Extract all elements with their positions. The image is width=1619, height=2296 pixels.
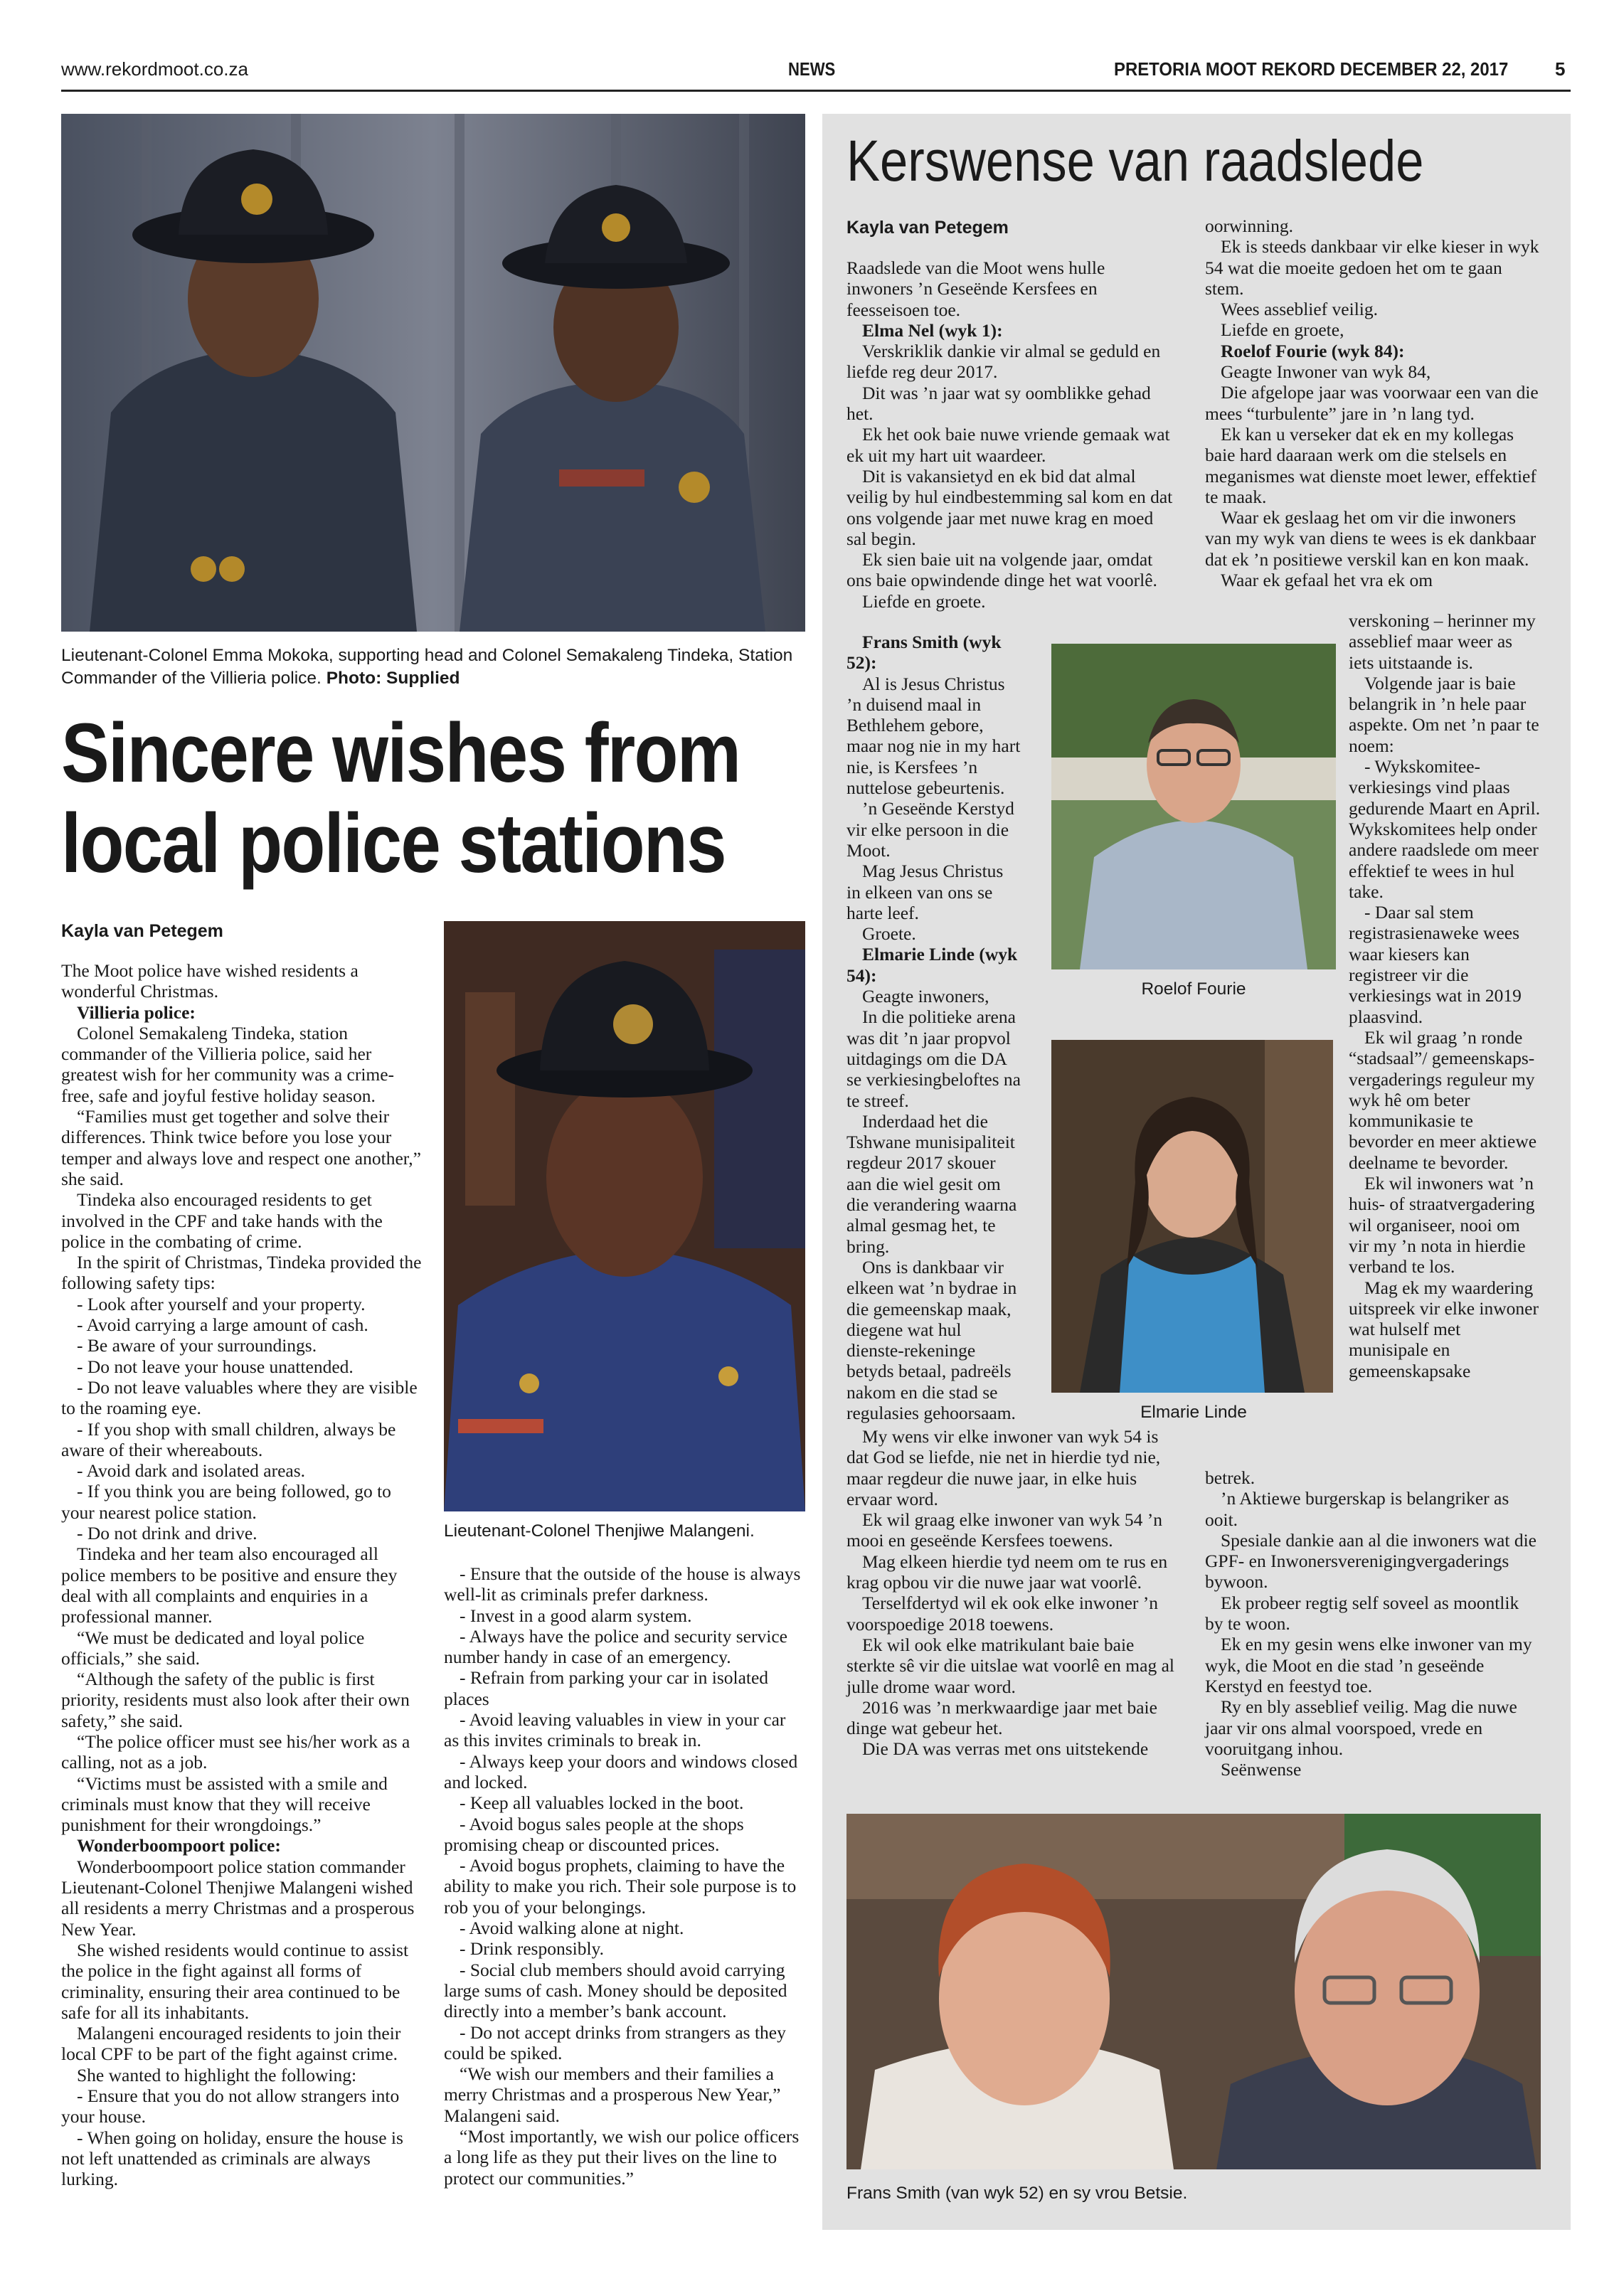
paragraph: Al is Jesus Christus ’n duisend maal in Bethlehem gebore, maar nog nie in my hart nie, is Kersfees ’n nuttelose gebeurtenis. — [846, 673, 1021, 799]
paragraph: - When going on holiday, ensure the house is not left unattended as criminals are always lurking. — [61, 2127, 403, 2190]
paragraph: Volgende jaar is baie belangrik in ’n hele paar aspekte. Om net ’n paar te noem: — [1349, 672, 1539, 756]
paragraph: Ek wil inwoners wat ’n huis- of straatvergadering wil organiseer, nooi om vir my ’n nota in hierdie verband te los. — [1349, 1173, 1535, 1277]
paragraph: “We must be dedicated and loyal police officials,” she said. — [61, 1627, 365, 1669]
paragraph: “The police officer must see his/her work as a calling, not as a job. — [61, 1731, 410, 1773]
paragraph: - Do not leave valuables where they are visible to the roaming eye. — [61, 1376, 418, 1419]
paragraph: “Although the safety of the public is first priority, residents must also look after their own safety,” she said. — [61, 1669, 410, 1731]
right-column-2-top — [1205, 216, 1541, 590]
left-article-column-2 — [444, 1563, 805, 2189]
paragraph: - Ensure that the outside of the house is always well-lit as criminals prefer darkness. — [444, 1563, 801, 1605]
paragraph: - Wykskomitee-verkiesings vind plaas gedurende Maart en April. Wykskomitees help onder andere raadslede om meer effektief te wees in hul take. — [1349, 756, 1541, 902]
subheading: Villieria police: — [77, 1001, 196, 1023]
page-number: 5 — [1555, 58, 1566, 80]
paragraph: oorwinning. — [1205, 216, 1293, 236]
right-column-2-narrow — [1349, 610, 1541, 1381]
paragraph: Ry en bly asseblief veilig. Mag die nuwe jaar vir ons almal voorspoed, vrede en vooruitgang inhou. — [1205, 1696, 1517, 1759]
paragraph: Ek wil ook elke matrikulant baie baie sterkte sê vir die uitslae wat voorlê en mag al julle drome waar word. — [846, 1634, 1174, 1697]
paragraph: - If you shop with small children, always be aware of their whereabouts. — [61, 1418, 396, 1460]
mid-photo-caption: Lieutenant-Colonel Thenjiwe Malangeni. — [444, 1521, 755, 1541]
paragraph: “Victims must be assisted with a smile and criminals must know that they will receive punishment for their wrongdoings.” — [61, 1773, 388, 1836]
paragraph: - Do not drink and drive. — [77, 1523, 258, 1544]
paragraph: - Look after yourself and your property. — [77, 1293, 366, 1314]
section-label: NEWS — [788, 58, 836, 80]
paragraph: Ek sien baie uit na volgende jaar, omdat ons baie opwindende dinge het wat voorlê. — [846, 549, 1157, 591]
left-byline: Kayla van Petegem — [61, 921, 223, 941]
site-url: www.rekordmoot.co.za — [61, 58, 248, 80]
paragraph: Seënwense — [1221, 1759, 1302, 1780]
paragraph: Mag elkeen hierdie tyd neem om te rus en krag opbou vir die nuwe jaar wat voorlê. — [846, 1551, 1168, 1593]
paragraph: - Avoid leaving valuables in view in your car as this invites criminals to break in. — [444, 1709, 786, 1751]
paragraph: Geagte Inwoner van wyk 84, — [1221, 361, 1431, 383]
right-column-1-bottom — [846, 1426, 1175, 1760]
paragraph: Colonel Semakaleng Tindeka, station commander of the Villieria police, said her greatest wish for her community was a crime-free, safe and joyful festive holiday season. — [61, 1022, 395, 1106]
subheading: Wonderboompoort police: — [77, 1835, 281, 1856]
paragraph: betrek. — [1205, 1467, 1256, 1488]
top-photo-caption-text: Lieutenant-Colonel Emma Mokoka, supporting head and Colonel Semakaleng Tindeka, Station Commander of the Villieria police. — [61, 646, 793, 688]
subheading: Elmarie Linde (wyk 54): — [846, 944, 1018, 986]
paragraph: - Always keep your doors and windows closed and locked. — [444, 1750, 798, 1792]
paragraph: Liefde en groete. — [862, 590, 986, 612]
paragraph: Inderdaad het die Tshwane munisipaliteit regdeur 2017 skouer aan die wiel gesit om die verandering waarna almal gesmag het, te bring. — [846, 1110, 1017, 1257]
paragraph: Dit is vakansietyd en ek bid dat almal veilig by hul eindbestemming sal kom en dat ons volgende jaar met nuwe krag en moed sal begin. — [846, 465, 1173, 549]
paragraph: - Social club members should avoid carrying large sums of cash. Money should be deposited directly into a member’s bank account. — [444, 1959, 787, 2022]
roelof-fourie-photo — [1051, 644, 1336, 969]
paragraph: Tindeka also encouraged residents to get involved in the CPF and take hands with the police in the combating of crime. — [61, 1189, 383, 1252]
paragraph: - Ensure that you do not allow strangers into your house. — [61, 2085, 400, 2127]
paragraph: Wonderboompoort police station commander Lieutenant-Colonel Thenjiwe Malangeni wished all residents a merry Christmas and a prosperous New Year. — [61, 1856, 415, 1940]
paragraph: - Daar sal stem registrasienaweke wees waar kiesers kan registreer vir die verkiesings wat in 2019 plaasvind. — [1349, 902, 1522, 1027]
paragraph: The Moot police have wished residents a wonderful Christmas. — [61, 960, 359, 1002]
subheading: Frans Smith (wyk 52): — [846, 632, 1002, 674]
malangeni-photo — [444, 921, 805, 1511]
paragraph: Ek kan u verseker dat ek en my kollegas baie hard daaraan werk om die stelsels en meganismes wat dienste moet lewer, effektief te maak. — [1205, 423, 1536, 507]
paragraph: Geagte inwoners, — [862, 986, 989, 1007]
paragraph: Mag ek my waardering uitspreek vir elke inwoner wat hulself met munisipale en gemeenskapsake — [1349, 1277, 1539, 1381]
issue-line: PRETORIA MOOT REKORD DECEMBER 22, 2017 — [1114, 58, 1509, 80]
paragraph: In the spirit of Christmas, Tindeka provided the following safety tips: — [61, 1252, 422, 1294]
paragraph: Die DA was verras met ons uitstekende — [862, 1738, 1149, 1760]
subheading: Elma Nel (wyk 1): — [862, 319, 1003, 341]
paragraph: ’n Aktiewe burgerskap is belangriker as ooit. — [1205, 1488, 1509, 1530]
paragraph: My wens vir elke inwoner van wyk 54 is dat God se liefde, nie net in hierdie tyd nie, maar regdeur die nuwe jaar, in elke huis ervaar word. — [846, 1426, 1161, 1509]
photo-credit: Photo: Supplied — [326, 669, 460, 688]
header-rule — [61, 90, 1571, 92]
elmarie-linde-photo — [1051, 1040, 1333, 1393]
paragraph: - If you think you are being followed, go to your nearest police station. — [61, 1481, 391, 1523]
paragraph: Groete. — [862, 923, 916, 945]
right-column-1-top — [846, 257, 1175, 612]
paragraph: - Do not accept drinks from strangers as they could be spiked. — [444, 2021, 786, 2063]
paragraph: Ek en my gesin wens elke inwoner van my wyk, die Moot en die stad ’n geseënde Kerstyd en feestyd toe. — [1205, 1634, 1532, 1696]
right-headline: Kerswense van raadslede — [846, 129, 1424, 193]
paragraph: Spesiale dankie aan al die inwoners wat die GPF- en Inwonersverenigingvergaderings bywoon. — [1205, 1529, 1536, 1593]
roelof-caption: Roelof Fourie — [1141, 979, 1246, 999]
police-officers-photo — [61, 114, 805, 632]
paragraph: Liefde en groete, — [1221, 319, 1344, 341]
right-column-1-narrow — [846, 632, 1021, 1423]
headline-line-2: local police stations — [61, 797, 726, 891]
paragraph: Ek is steeds dankbaar vir elke kieser in wyk 54 wat die moeite gedoen het om te gaan stem. — [1205, 236, 1539, 299]
paragraph: - Be aware of your surroundings. — [77, 1335, 317, 1356]
headline-line-1: Sincere wishes from — [61, 706, 741, 800]
paragraph: - Do not leave your house unattended. — [77, 1356, 354, 1377]
paragraph: - Avoid bogus sales people at the shops promising cheap or discounted prices. — [444, 1813, 744, 1855]
frans-smith-and-wife-photo — [846, 1814, 1541, 2169]
top-photo-caption — [61, 644, 808, 690]
paragraph: Ek het ook baie nuwe vriende gemaak wat ek uit my hart uit waardeer. — [846, 424, 1170, 466]
paragraph: - Drink responsibly. — [460, 1938, 605, 1960]
paragraph: “Families must get together and solve their differences. Think twice before you lose your temper and always love and respect one another,” she said. — [61, 1106, 421, 1189]
paragraph: Ons is dankbaar vir elkeen wat ’n bydrae in die gemeenskap maak, diegene wat hul dienste-rekeninge betyds betaal, padreëls nakom en die stad se regulasies gehoorsaam. — [846, 1256, 1017, 1423]
paragraph: Ek probeer regtig self soveel as moontlik by te woon. — [1205, 1592, 1519, 1635]
paragraph: “Most importantly, we wish our police officers a long life as they put their lives on the line to protect our communities.” — [444, 2126, 800, 2189]
paragraph: In die politieke arena was dit ’n jaar propvol uitdagings om die DA se verkiesingbeloftes na te streef. — [846, 1006, 1021, 1111]
paragraph: - Avoid carrying a large amount of cash. — [77, 1314, 368, 1336]
right-byline: Kayla van Petegem — [846, 218, 1009, 238]
paragraph: - Keep all valuables locked in the boot. — [460, 1792, 744, 1814]
paragraph: “We wish our members and their families a merry Christmas and a prosperous New Year,” Malangeni said. — [444, 2063, 781, 2126]
paragraph: ’n Geseënde Kerstyd vir elke persoon in die Moot. — [846, 798, 1014, 861]
paragraph: Terselfdertyd wil ek ook elke inwoner ’n voorspoedige 2018 toewens. — [846, 1593, 1158, 1635]
paragraph: Die afgelope jaar was voorwaar een van die mees “turbulente” jare in ’n lang tyd. — [1205, 382, 1539, 424]
paragraph: - Avoid walking alone at night. — [460, 1918, 684, 1939]
right-column-2-bottom — [1205, 1467, 1541, 1780]
paragraph: Verskriklik dankie vir almal se geduld en liefde reg deur 2017. — [846, 341, 1161, 383]
paragraph: - Avoid bogus prophets, claiming to have the ability to make you rich. Their sole purpose is to rob you of your belongings. — [444, 1855, 797, 1918]
paragraph: Mag Jesus Christus in elkeen van ons se harte leef. — [846, 861, 1004, 923]
left-article-column-1 — [61, 960, 423, 2190]
paragraph: Wees asseblief veilig. — [1221, 299, 1378, 320]
paragraph: She wanted to highlight the following: — [77, 2064, 357, 2085]
bottom-photo-caption: Frans Smith (van wyk 52) en sy vrou Betsie. — [846, 2184, 1188, 2203]
paragraph: Ek wil graag ’n ronde “stadsaal”/ gemeenskaps-vergaderings reguleur my wyk hê om beter kommunikasie te bevorder en meer aktiewe deelname te bevorder. — [1349, 1026, 1537, 1173]
paragraph: verskoning – herinner my asseblief maar weer as iets uitstaande is. — [1349, 610, 1536, 673]
paragraph: 2016 was ’n merkwaardige jaar met baie dinge wat gebeur het. — [846, 1696, 1157, 1739]
paragraph: - Avoid dark and isolated areas. — [77, 1460, 306, 1482]
elmarie-caption: Elmarie Linde — [1140, 1403, 1247, 1422]
paragraph: Waar ek gefaal het vra ek om — [1221, 570, 1433, 591]
paragraph: - Always have the police and security service number handy in case of an emergency. — [444, 1625, 787, 1668]
paragraph: Dit was ’n jaar wat sy oomblikke gehad het. — [846, 382, 1151, 425]
paragraph: Raadslede van die Moot wens hulle inwoners ’n Geseënde Kersfees en feesseisoen toe. — [846, 257, 1105, 320]
paragraph: Tindeka and her team also encouraged all police members to be positive and ensure they deal with all complaints and enquiries in a professional manner. — [61, 1543, 398, 1627]
paragraph: - Refrain from parking your car in isolated places — [444, 1667, 769, 1709]
paragraph: - Invest in a good alarm system. — [460, 1605, 692, 1626]
paragraph: Waar ek geslaag het om vir die inwoners van my wyk van diens te wees is ek dankbaar dat ek ’n positiewe verskil kan en kon maak. — [1205, 507, 1536, 570]
paragraph: She wished residents would continue to assist the police in the fight against all forms of criminality, ensuring their area continued to be safe for all its inhabitants. — [61, 1939, 409, 2023]
subheading: Roelof Fourie (wyk 84): — [1221, 340, 1405, 361]
paragraph: Ek wil graag elke inwoner van wyk 54 ’n mooi en geseënde Kersfees toewens. — [846, 1509, 1163, 1551]
paragraph: Malangeni encouraged residents to join their local CPF to be part of the fight against crime. — [61, 2023, 401, 2065]
